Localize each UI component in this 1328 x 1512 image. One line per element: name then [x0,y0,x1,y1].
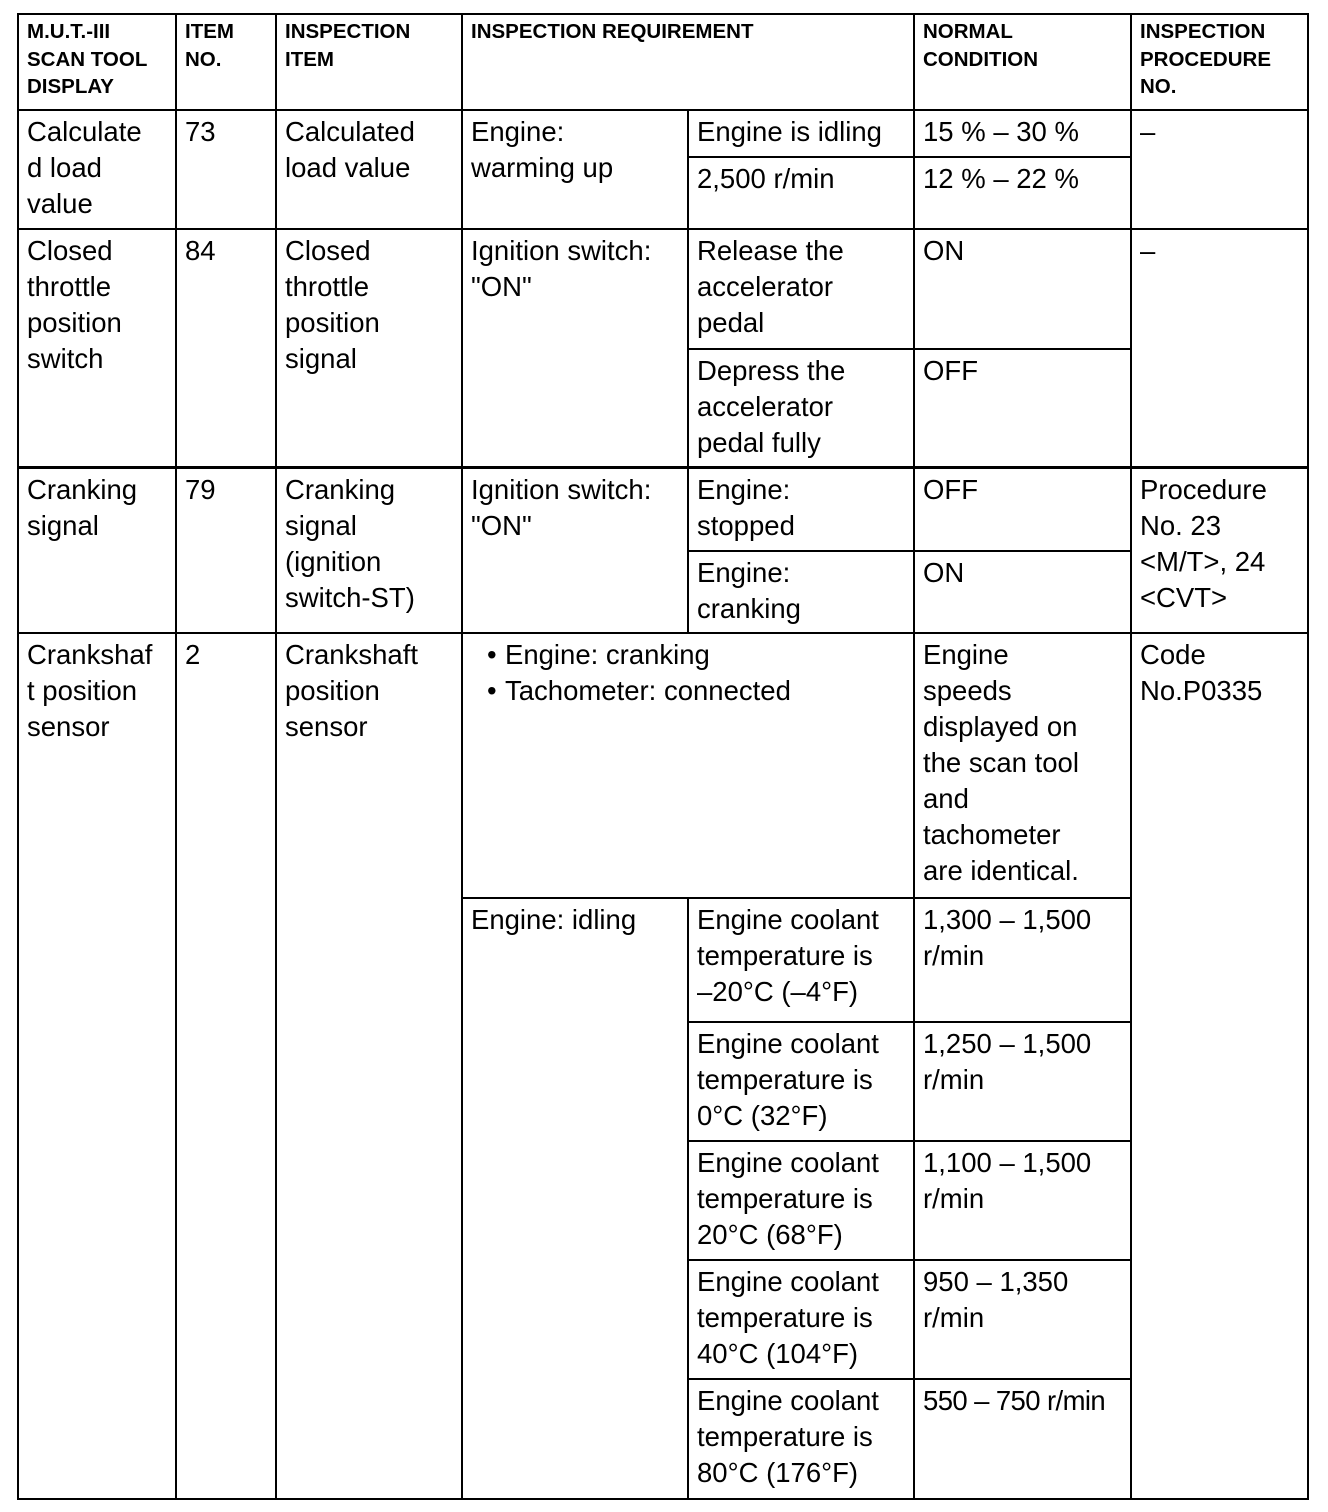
normal-condition: OFF [914,349,1131,467]
normal-condition: 1,250 – 1,500 r/min [914,1022,1131,1141]
item-no: 79 [176,467,276,633]
inspection-item: Cranking signal (ignition switch-ST) [276,467,462,633]
requirement-sub: Engine coolant temperature is 80°C (176°F) [688,1379,914,1499]
inspection-table [17,13,1309,1500]
list-item: • Engine: cranking [487,637,906,673]
normal-condition: 1,100 – 1,500 r/min [914,1141,1131,1260]
requirement-sub: Engine: stopped [688,467,914,551]
display-calculated-load: Calculate d load value [18,110,176,229]
procedure-no: Code No.P0335 [1131,633,1308,1499]
header-scan-tool-display: M.U.T.-III SCAN TOOL DISPLAY [18,14,176,110]
table-row [18,229,1308,349]
normal-condition: OFF [914,467,1131,551]
procedure-no: – [1131,229,1308,467]
normal-condition: 1,300 – 1,500 r/min [914,898,1131,1022]
header-inspection-item: INSPECTION ITEM [276,14,462,110]
table-row [18,110,1308,157]
requirement-condition: Ignition switch: "ON" [462,467,688,633]
header-inspection-requirement: INSPECTION REQUIREMENT [462,14,914,110]
normal-condition: Engine speeds displayed on the scan tool and tachometer are identical. [914,633,1131,897]
requirement-sub: Depress the accelerator pedal fully [688,349,914,467]
bullet-list [471,637,906,709]
normal-condition: 15 % – 30 % [914,110,1131,157]
table-row [18,467,1308,551]
requirement-sub: Engine coolant temperature is 0°C (32°F) [688,1022,914,1141]
requirement-bullets [462,633,914,897]
requirement-sub: Engine coolant temperature is 20°C (68°F) [688,1141,914,1260]
header-procedure-no: INSPECTION PROCEDURE NO. [1131,14,1308,110]
procedure-no: – [1131,110,1308,229]
requirement-sub: Release the accelerator pedal [688,229,914,349]
requirement-sub: Engine coolant temperature is 40°C (104°F) [688,1260,914,1379]
header-normal-condition: NORMAL CONDITION [914,14,1131,110]
requirement-sub: Engine coolant temperature is –20°C (–4°F) [688,898,914,1022]
display-crankshaft-sensor: Crankshaf t position sensor [18,633,176,1499]
inspection-item: Calculated load value [276,110,462,229]
normal-condition: 550 – 750 r/min [914,1379,1131,1499]
requirement-condition: Engine: warming up [462,110,688,229]
table-row [18,633,1308,897]
list-item: • Tachometer: connected [487,673,906,709]
inspection-item: Crankshaft position sensor [276,633,462,1499]
requirement-sub: Engine: cranking [688,551,914,633]
requirement-sub: Engine is idling [688,110,914,157]
normal-condition: ON [914,551,1131,633]
display-cranking-signal: Cranking signal [18,467,176,633]
header-item-no: ITEM NO. [176,14,276,110]
procedure-no: Procedure No. 23 <M/T>, 24 <CVT> [1131,467,1308,633]
requirement-condition: Ignition switch: "ON" [462,229,688,467]
inspection-item: Closed throttle position signal [276,229,462,467]
item-no: 2 [176,633,276,1499]
normal-condition: 950 – 1,350 r/min [914,1260,1131,1379]
requirement-sub: 2,500 r/min [688,157,914,229]
item-no: 73 [176,110,276,229]
header-row [18,14,1308,110]
item-no: 84 [176,229,276,467]
requirement-condition: Engine: idling [462,898,688,1499]
display-closed-throttle: Closed throttle position switch [18,229,176,467]
normal-condition: ON [914,229,1131,349]
normal-condition: 12 % – 22 % [914,157,1131,229]
